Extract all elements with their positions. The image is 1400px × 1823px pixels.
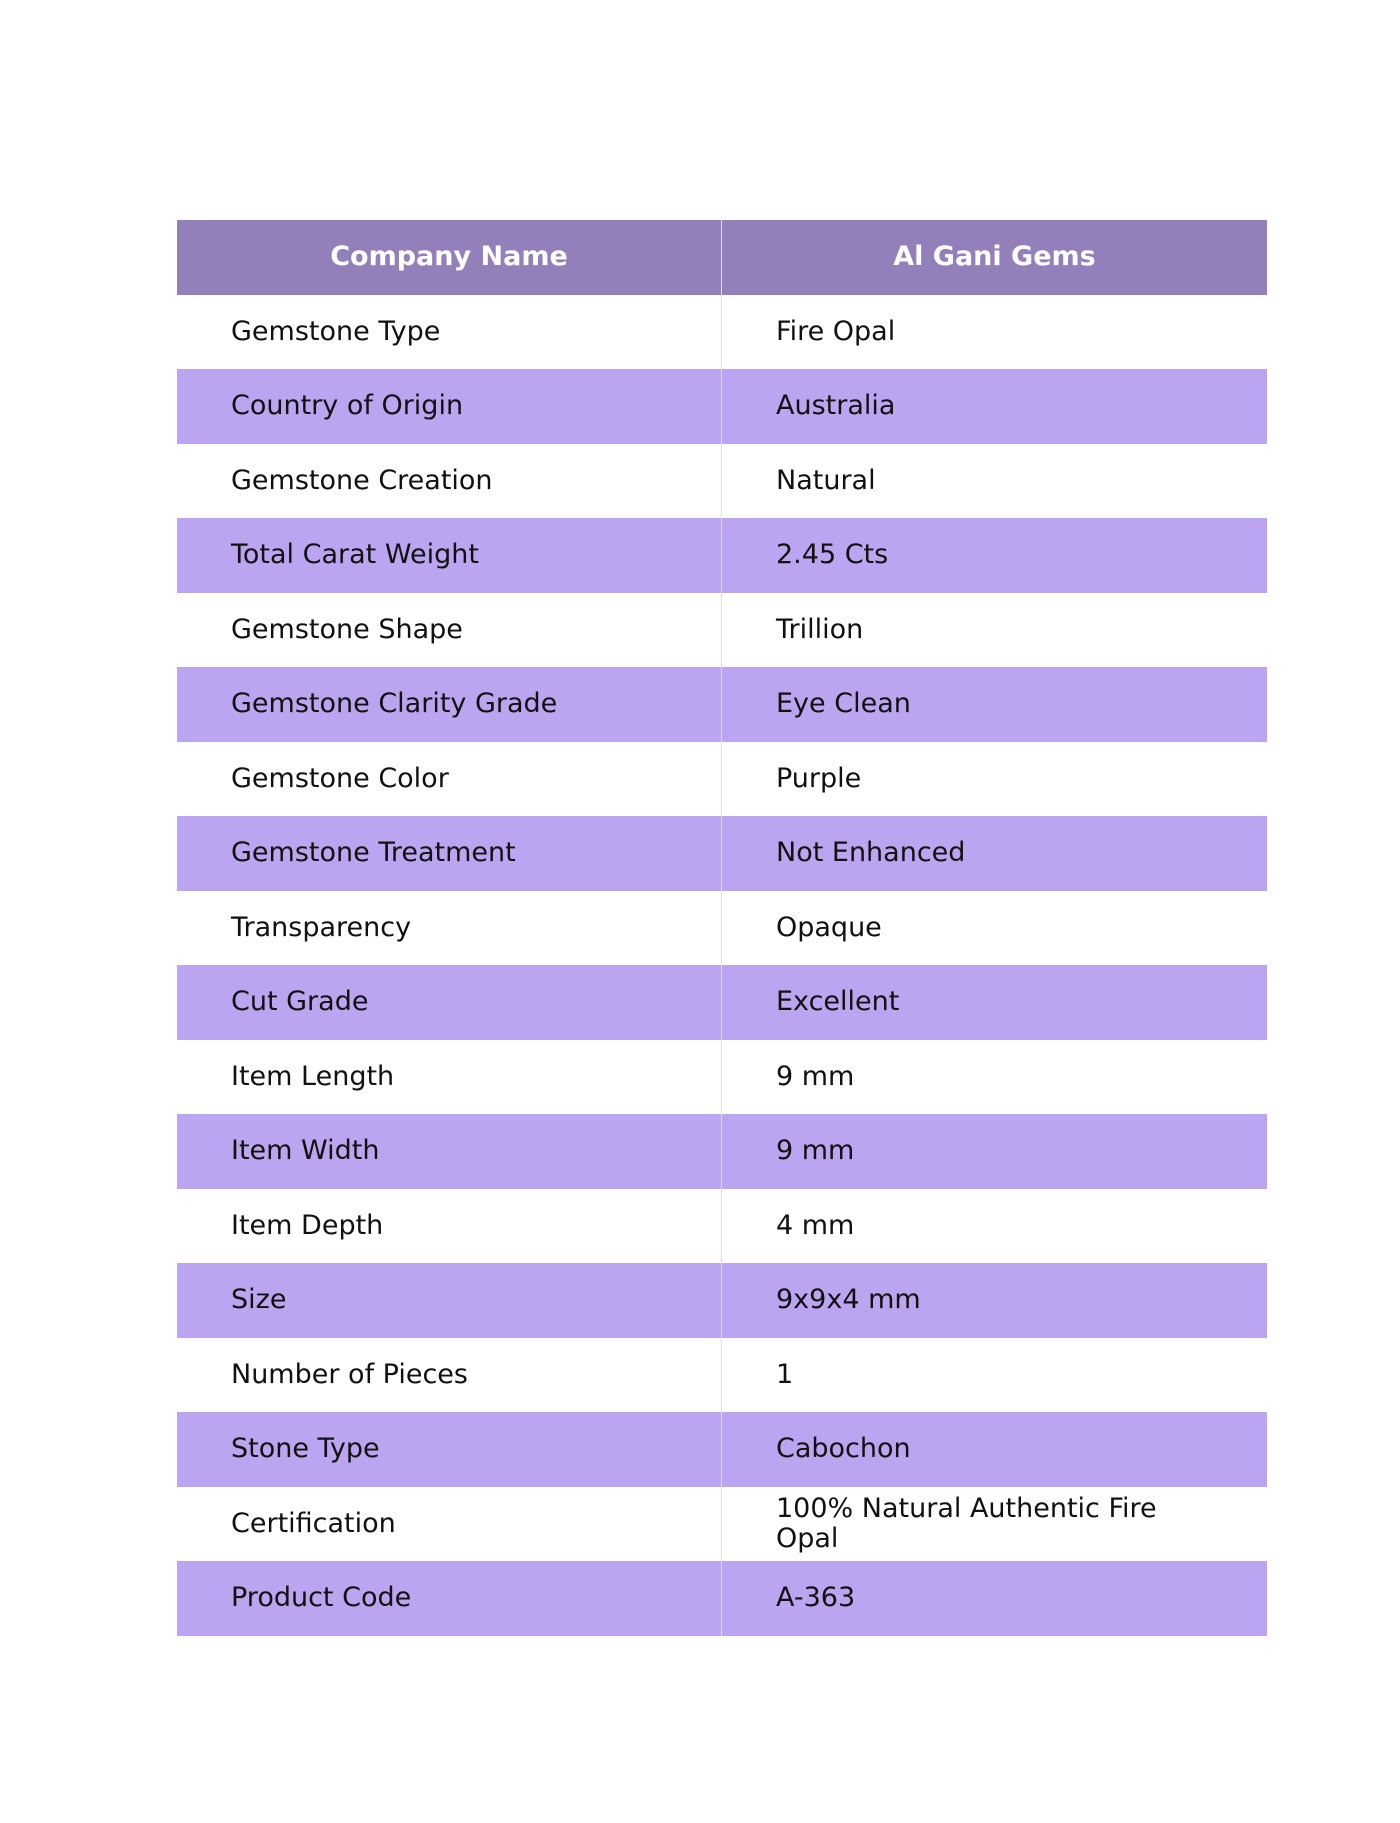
row-label-cell: Certification [177,1487,722,1562]
row-value-cell: 100% Natural Authentic Fire Opal [776,1493,1157,1554]
row-value-cell: Purple [776,762,862,794]
table-row [177,667,1267,742]
row-label-cell: Gemstone Type [177,295,722,370]
table-row [177,1412,1267,1487]
table-row [177,295,1267,370]
table-row [177,742,1267,817]
row-value-cell: 9 mm [776,1135,855,1167]
table-row [177,1561,1267,1636]
row-label-cell: Item Width [177,1114,722,1189]
row-value-cell: Excellent [776,986,900,1018]
row-value-cell: 4 mm [776,1209,855,1241]
table-row [177,1189,1267,1264]
table-row [177,518,1267,593]
table-body [177,295,1267,1636]
table-row [177,965,1267,1040]
row-value-cell: 2.45 Cts [776,539,889,571]
row-value-cell: A-363 [776,1582,856,1614]
row-value-cell: 9x9x4 mm [776,1284,921,1316]
row-label-cell: Transparency [177,891,722,966]
table-row [177,1338,1267,1413]
row-label-cell: Gemstone Creation [177,444,722,519]
row-label-cell: Total Carat Weight [177,518,722,593]
row-label-cell: Gemstone Color [177,742,722,817]
header-label-cell: Company Name [177,220,722,295]
row-value-cell: Cabochon [776,1433,911,1465]
row-label-cell: Gemstone Shape [177,593,722,668]
table-header-row [177,220,1267,295]
table-row [177,1040,1267,1115]
row-label-cell: Stone Type [177,1412,722,1487]
row-label-cell: Country of Origin [177,369,722,444]
row-value-cell: Eye Clean [776,688,911,720]
row-value-cell: 9 mm [776,1060,855,1092]
table-row [177,816,1267,891]
table-row [177,1487,1267,1562]
row-label-cell: Size [177,1263,722,1338]
row-value-cell: 1 [776,1358,794,1390]
row-label-cell: Item Depth [177,1189,722,1264]
row-value-cell: Fire Opal [776,315,896,347]
row-value-cell: Trillion [776,613,864,645]
row-label-cell: Gemstone Treatment [177,816,722,891]
row-value-cell: Not Enhanced [776,837,966,869]
table-row [177,891,1267,966]
row-label-cell: Cut Grade [177,965,722,1040]
table-row [177,444,1267,519]
table-row [177,593,1267,668]
row-value-cell: Opaque [776,911,882,943]
header-value-cell: Al Gani Gems [893,241,1096,273]
gemstone-spec-table [177,220,1267,1636]
row-value-cell: Natural [776,464,876,496]
row-value-cell: Australia [776,390,896,422]
row-label-cell: Product Code [177,1561,722,1636]
row-label-cell: Number of Pieces [177,1338,722,1413]
row-label-cell: Gemstone Clarity Grade [177,667,722,742]
table-row [177,1114,1267,1189]
row-label-cell: Item Length [177,1040,722,1115]
table-row [177,1263,1267,1338]
table-row [177,369,1267,444]
